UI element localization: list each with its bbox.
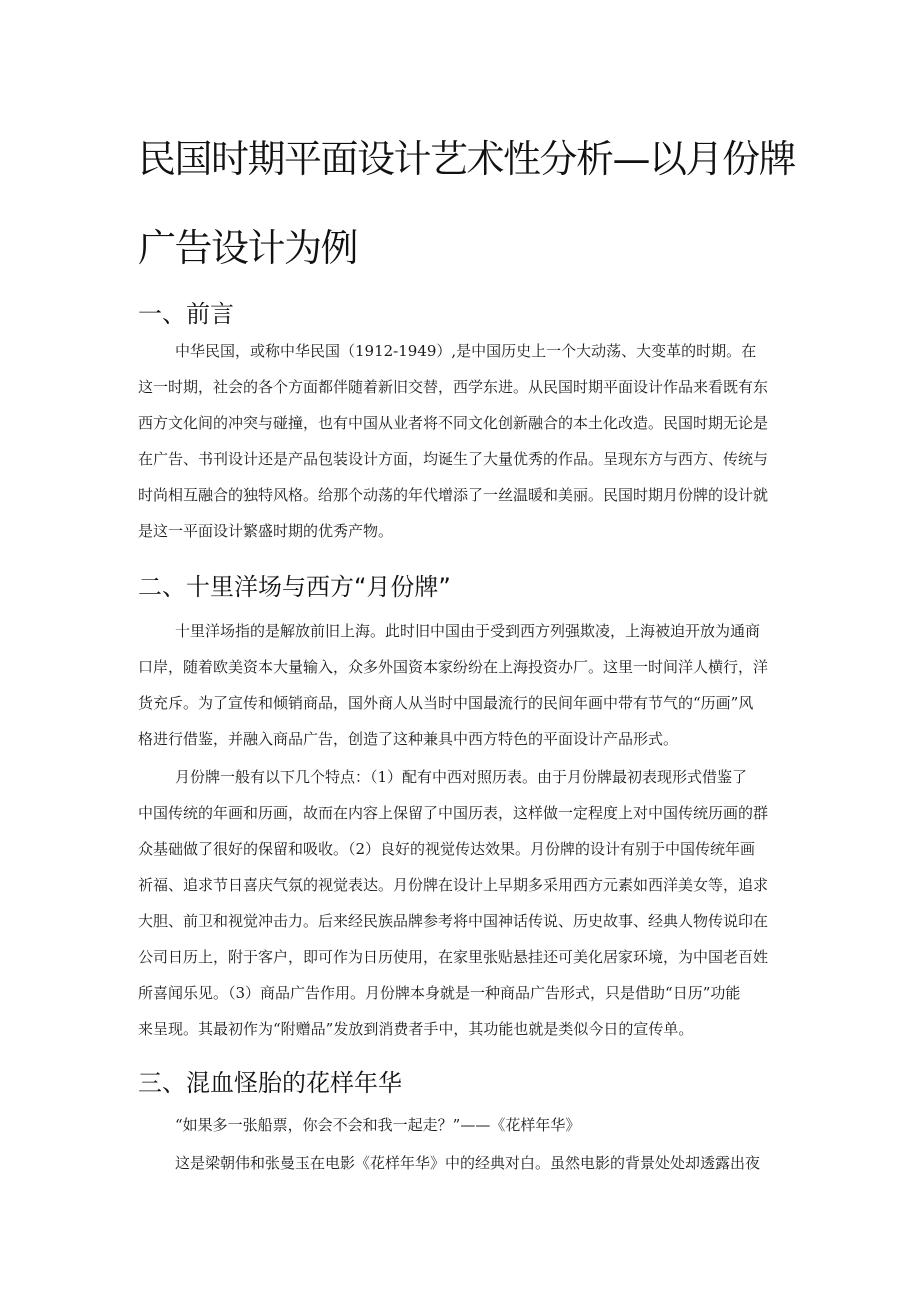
paragraph-line: 在广告、书刊设计还是产品包装设计方面，均诞生了大量优秀的作品。呈现东方与西方、传统与 bbox=[138, 450, 769, 468]
section-heading-preface: 一、前言 bbox=[138, 300, 234, 328]
section-heading-shanghai: 二、十里洋场与西方“月份牌” bbox=[138, 573, 451, 601]
document-title-line-2: 广告设计为例 bbox=[138, 226, 358, 270]
paragraph-line: 祈福、追求节日喜庆气氛的视觉表达。月份牌在设计上早期多采用西方元素如西洋美女等，追求 bbox=[138, 876, 769, 894]
paragraph-line: 是这一平面设计繁盛时期的优秀产物。 bbox=[138, 522, 394, 540]
paragraph-line: 格进行借鉴，并融入商品广告，创造了这种兼具中西方特色的平面设计产品形式。 bbox=[138, 730, 679, 748]
paragraph-line: 来呈现。其最初作为“附赠品”发放到消费者手中，其功能也就是类似今日的宣传单。 bbox=[138, 1020, 694, 1038]
paragraph-line: 十里洋场指的是解放前旧上海。此时旧中国由于受到西方列强欺凌，上海被迫开放为通商 bbox=[175, 622, 761, 640]
document-title-line-1: 民国时期平面设计艺术性分析—以月份牌 bbox=[138, 137, 796, 181]
paragraph-line: 所喜闻乐见。（3）商品广告作用。月份牌本身就是一种商品广告形式，只是借助“日历”功能 bbox=[138, 984, 741, 1002]
paragraph-line: 货充斥。为了宣传和倾销商品，国外商人从当时中国最流行的民间年画中带有节气的“历画”风 bbox=[138, 694, 754, 712]
paragraph-line: 众基础做了很好的保留和吸收。（2）良好的视觉传达效果。月份牌的设计有别于中国传统年画 bbox=[138, 840, 756, 858]
paragraph-line: 这一时期，社会的各个方面都伴随着新旧交替，西学东进。从民国时期平面设计作品来看既有东 bbox=[138, 378, 769, 396]
paragraph-line: 中国传统的年画和历画，故而在内容上保留了中国历表，这样做一定程度上对中国传统历画的群 bbox=[138, 804, 769, 822]
paragraph-line: 西方文化间的冲突与碰撞，也有中国从业者将不同文化创新融合的本土化改造。民国时期无论是 bbox=[138, 414, 769, 432]
quote-line: “如果多一张船票，你会不会和我一起走？”——《花样年华》 bbox=[175, 1116, 581, 1134]
paragraph-line: 口岸，随着欧美资本大量输入，众多外国资本家纷纷在上海投资办厂。这里一时间洋人横行，洋 bbox=[138, 658, 769, 676]
paragraph-line: 大胆、前卫和视觉冲击力。后来经民族品牌参考将中国神话传说、历史故事、经典人物传说印在 bbox=[138, 912, 769, 930]
paragraph-line: 时尚相互融合的独特风格。给那个动荡的年代增添了一丝温暖和美丽。民国时期月份牌的设计就 bbox=[138, 486, 769, 504]
section-heading-in-the-mood-for-love: 三、混血怪胎的花样年华 bbox=[138, 1069, 402, 1097]
paragraph-line: 公司日历上，附于客户，即可作为日历使用，在家里张贴悬挂还可美化居家环境，为中国老百姓 bbox=[138, 948, 769, 966]
paragraph-line: 这是梁朝伟和张曼玉在电影《花样年华》中的经典对白。虽然电影的背景处处却透露出夜 bbox=[175, 1154, 761, 1172]
paragraph-line: 月份牌一般有以下几个特点：（1）配有中西对照历表。由于月份牌最初表现形式借鉴了 bbox=[175, 768, 748, 786]
paragraph-line: 中华民国，或称中华民国（1912-1949）,是中国历史上一个大动荡、大变革的时期。在 bbox=[175, 342, 757, 360]
